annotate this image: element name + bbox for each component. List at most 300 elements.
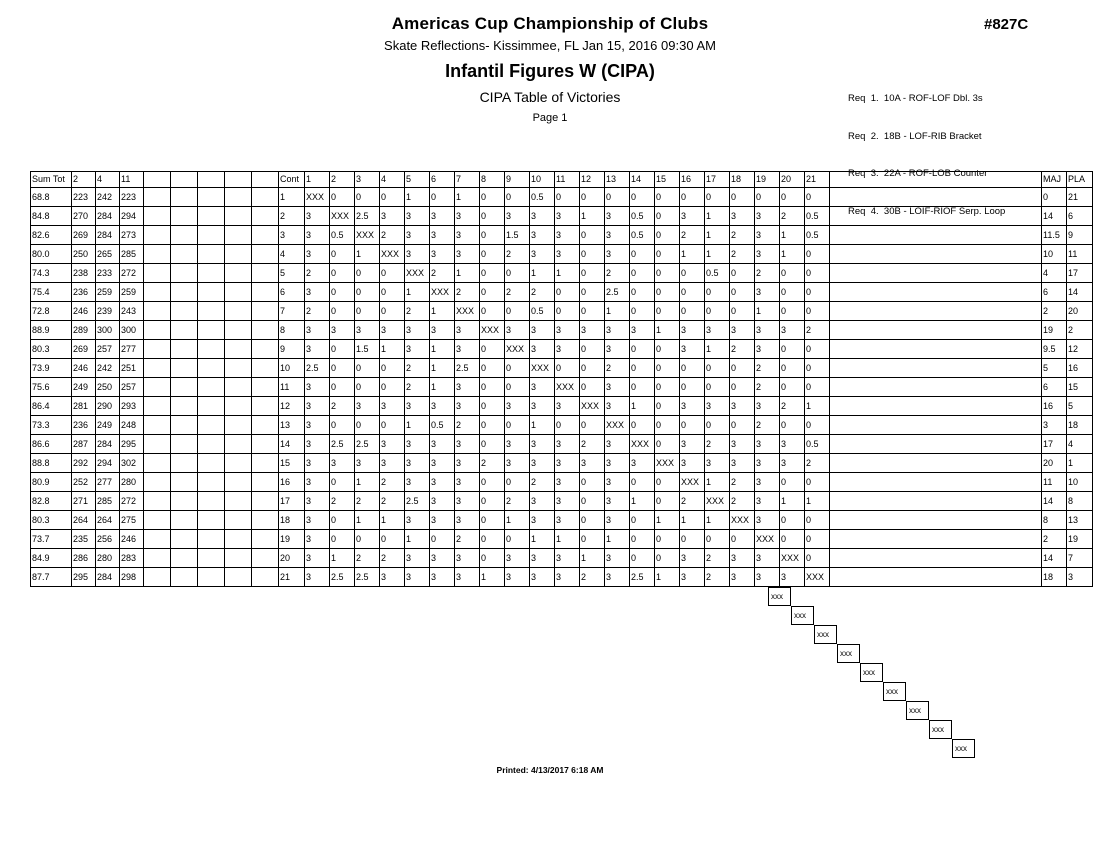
victory-cell: 1	[705, 473, 730, 492]
cont-cell: 19	[279, 530, 305, 549]
victory-cell: 0	[580, 530, 605, 549]
victory-cell: 3	[530, 549, 555, 568]
spacer-cell	[171, 264, 198, 283]
victory-cell: 0	[780, 188, 805, 207]
victory-cell: 0	[805, 549, 830, 568]
victory-cell: 3	[605, 207, 630, 226]
victory-cell: 3	[305, 245, 330, 264]
cont-cell: 11	[279, 378, 305, 397]
victory-cell: 3	[505, 435, 530, 454]
skater-row	[31, 511, 1093, 530]
victory-cell: 3	[605, 435, 630, 454]
self-cell: XXX	[530, 359, 555, 378]
victory-cell: 2.5	[455, 359, 480, 378]
victory-cell: 0	[680, 530, 705, 549]
victory-cell: 2	[455, 416, 480, 435]
victory-cell: 3	[555, 492, 580, 511]
spacer-cell	[198, 454, 225, 473]
victory-cell: 3	[330, 454, 355, 473]
maj-cell: 17	[1042, 435, 1067, 454]
victory-cell: 0	[480, 340, 505, 359]
skater-row	[31, 549, 1093, 568]
event-score-cell: 235	[72, 530, 96, 549]
maj-cell: 10	[1042, 245, 1067, 264]
victory-cell: 0	[655, 492, 680, 511]
victory-cell: 1	[755, 302, 780, 321]
victory-cell: 0	[505, 264, 530, 283]
victory-cell: 1	[580, 207, 605, 226]
maj-cell: 4	[1042, 264, 1067, 283]
maj-cell: 2	[1042, 530, 1067, 549]
victory-cell: 0	[630, 245, 655, 264]
victory-cell: 3	[455, 435, 480, 454]
victory-cell: 3	[755, 397, 780, 416]
victory-cell: 3	[455, 207, 480, 226]
victory-cell: 0	[480, 302, 505, 321]
sum-tot-cell: 80.3	[31, 340, 72, 359]
victory-cell: 3	[380, 397, 405, 416]
victory-cell: 0	[680, 302, 705, 321]
maj-cell: 11.5	[1042, 226, 1067, 245]
victory-cell: 3	[605, 511, 630, 530]
victory-cell: 3	[355, 454, 380, 473]
spacer-header	[225, 172, 252, 188]
sum-tot-cell: 82.6	[31, 226, 72, 245]
entry-code: #827C	[984, 16, 1029, 33]
skater-row	[31, 340, 1093, 359]
event-score-cell: 249	[96, 416, 120, 435]
victory-cell: 0.5	[805, 226, 830, 245]
victory-cell: 2	[755, 416, 780, 435]
event-score-cell: 259	[120, 283, 144, 302]
victory-cell: 3	[430, 549, 455, 568]
victory-cell: 0	[330, 416, 355, 435]
event-score-cell: 300	[120, 321, 144, 340]
victory-cell: 3	[780, 435, 805, 454]
contest-col-header: 5	[405, 172, 430, 188]
spacer-cell	[144, 416, 171, 435]
victory-cell: 0	[505, 416, 530, 435]
victory-cell: 0.5	[530, 302, 555, 321]
victory-cell: 2.5	[355, 435, 380, 454]
spacer-cell	[171, 530, 198, 549]
spacer-cell	[252, 226, 279, 245]
victory-cell: 0	[630, 416, 655, 435]
victory-cell: 3	[455, 454, 480, 473]
gap-cell	[830, 378, 1042, 397]
victory-cell: 1	[480, 568, 505, 587]
victory-cell: 0	[680, 264, 705, 283]
gap-cell	[830, 207, 1042, 226]
contest-col-header: 13	[605, 172, 630, 188]
gap-cell	[830, 397, 1042, 416]
spacer-cell	[144, 245, 171, 264]
gap-cell	[830, 321, 1042, 340]
victory-cell: 1	[330, 549, 355, 568]
victory-cell: 0	[630, 340, 655, 359]
spacer-cell	[144, 359, 171, 378]
victory-cell: 0	[430, 530, 455, 549]
victory-cell: 2	[305, 264, 330, 283]
spacer-cell	[225, 511, 252, 530]
event-col-header: 2	[72, 172, 96, 188]
victory-cell: 3	[555, 511, 580, 530]
event-score-cell: 272	[120, 264, 144, 283]
victory-cell: 0	[480, 435, 505, 454]
spacer-cell	[171, 435, 198, 454]
victory-cell: 0	[630, 283, 655, 302]
victory-cell: 0	[655, 340, 680, 359]
victory-cell: 3	[305, 530, 330, 549]
victory-cell: 3	[305, 568, 330, 587]
pla-cell: 1	[1067, 454, 1093, 473]
spacer-cell	[144, 568, 171, 587]
event-score-cell: 257	[96, 340, 120, 359]
spacer-cell	[198, 264, 225, 283]
event-score-cell: 239	[96, 302, 120, 321]
victory-cell: 0	[330, 264, 355, 283]
spacer-cell	[171, 188, 198, 207]
victory-cell: 2	[380, 226, 405, 245]
victory-cell: 0	[805, 359, 830, 378]
victory-cell: 1	[780, 226, 805, 245]
victory-cell: 0	[480, 378, 505, 397]
gap-cell	[830, 188, 1042, 207]
spacer-cell	[225, 321, 252, 340]
spacer-cell	[171, 321, 198, 340]
victory-cell: 1	[430, 340, 455, 359]
victory-cell: 2	[705, 549, 730, 568]
cont-cell: 12	[279, 397, 305, 416]
event-score-cell: 294	[96, 454, 120, 473]
victory-cell: 2	[380, 473, 405, 492]
victory-cell: 0	[805, 416, 830, 435]
event-score-cell: 269	[72, 226, 96, 245]
victory-cell: 0.5	[330, 226, 355, 245]
sum-tot-cell: 68.8	[31, 188, 72, 207]
victory-cell: 0	[805, 511, 830, 530]
victory-cell: 2	[730, 473, 755, 492]
venue-date-line: Skate Reflections- Kissimmee, FL Jan 15, 2016 09:30 AM	[384, 38, 716, 53]
spacer-cell	[198, 226, 225, 245]
victory-cell: 2.5	[355, 207, 380, 226]
spacer-cell	[198, 188, 225, 207]
spacer-cell	[144, 435, 171, 454]
victory-cell: 3	[505, 568, 530, 587]
victory-cell: 0	[780, 530, 805, 549]
spacer-cell	[252, 321, 279, 340]
spacer-cell	[252, 207, 279, 226]
self-cell-marker: xxx	[791, 606, 814, 625]
victory-cell: 0	[630, 264, 655, 283]
spacer-header	[171, 172, 198, 188]
spacer-cell	[144, 283, 171, 302]
victory-cell: 3	[430, 435, 455, 454]
spacer-cell	[252, 188, 279, 207]
victory-cell: 3	[555, 473, 580, 492]
victory-cell: 0	[655, 473, 680, 492]
event-score-cell: 246	[120, 530, 144, 549]
victory-cell: 3	[755, 207, 780, 226]
victory-cell: 3	[430, 454, 455, 473]
victory-cell: 0	[380, 264, 405, 283]
victory-cell: 3	[455, 321, 480, 340]
spacer-cell	[144, 302, 171, 321]
spacer-cell	[171, 302, 198, 321]
skater-row	[31, 302, 1093, 321]
spacer-cell	[225, 454, 252, 473]
victory-cell: 0	[480, 549, 505, 568]
spacer-cell	[252, 530, 279, 549]
victory-cell: 2	[530, 473, 555, 492]
spacer-cell	[171, 207, 198, 226]
maj-cell: 20	[1042, 454, 1067, 473]
spacer-cell	[225, 397, 252, 416]
event-score-cell: 233	[96, 264, 120, 283]
victory-cell: 3	[505, 454, 530, 473]
victory-cell: 2	[455, 530, 480, 549]
event-score-cell: 280	[120, 473, 144, 492]
maj-cell: 8	[1042, 511, 1067, 530]
event-score-cell: 264	[96, 511, 120, 530]
sum-tot-cell: 74.3	[31, 264, 72, 283]
sum-tot-cell: 80.9	[31, 473, 72, 492]
victory-cell: 0	[480, 473, 505, 492]
pla-cell: 5	[1067, 397, 1093, 416]
victory-cell: 1	[655, 511, 680, 530]
self-cell: XXX	[305, 188, 330, 207]
victory-cell: 0	[355, 264, 380, 283]
victory-cell: 2	[730, 340, 755, 359]
victory-cell: 1	[430, 378, 455, 397]
contest-col-header: 14	[630, 172, 655, 188]
event-score-cell: 280	[96, 549, 120, 568]
maj-cell: 2	[1042, 302, 1067, 321]
victory-cell: 3	[680, 454, 705, 473]
event-score-cell: 246	[72, 359, 96, 378]
sum-tot-cell: 80.3	[31, 511, 72, 530]
victory-cell: 3	[530, 378, 555, 397]
spacer-cell	[171, 568, 198, 587]
spacer-cell	[144, 207, 171, 226]
victory-cell: 1	[505, 511, 530, 530]
cont-cell: 20	[279, 549, 305, 568]
victory-cell: 3	[455, 492, 480, 511]
sum-tot-cell: 75.4	[31, 283, 72, 302]
victory-cell: 0	[555, 283, 580, 302]
victory-cell: 3	[330, 321, 355, 340]
self-cell-marker: xxx	[768, 587, 791, 606]
event-score-cell: 290	[96, 397, 120, 416]
spacer-cell	[252, 492, 279, 511]
victory-cell: 0	[330, 302, 355, 321]
maj-cell: 14	[1042, 207, 1067, 226]
victory-cell: 0	[655, 188, 680, 207]
victory-cell: 3	[430, 207, 455, 226]
victory-cell: 1	[380, 340, 405, 359]
maj-cell: 18	[1042, 568, 1067, 587]
championship-title: Americas Cup Championship of Clubs	[391, 14, 709, 33]
event-score-cell: 281	[72, 397, 96, 416]
contest-col-header: 19	[755, 172, 780, 188]
victory-cell: 0	[330, 378, 355, 397]
victory-cell: 3	[780, 568, 805, 587]
victory-cell: 0	[655, 226, 680, 245]
event-col-header: 11	[120, 172, 144, 188]
victory-cell: 0	[330, 188, 355, 207]
requirement-line: Req 1. 10A - ROF-LOF Dbl. 3s	[848, 93, 983, 104]
skater-row	[31, 321, 1093, 340]
victory-cell: 3	[555, 321, 580, 340]
requirement-line: Req 3. 22A - ROF-LOB Counter	[848, 168, 988, 179]
victory-cell: 0	[705, 359, 730, 378]
victory-cell: 0	[630, 511, 655, 530]
event-score-cell: 302	[120, 454, 144, 473]
sum-tot-cell: 73.7	[31, 530, 72, 549]
contest-col-header: 2	[330, 172, 355, 188]
victory-cell: 2.5	[305, 359, 330, 378]
victory-cell: 2.5	[405, 492, 430, 511]
spacer-cell	[144, 511, 171, 530]
victory-cell: 0	[655, 435, 680, 454]
victory-cell: 3	[530, 340, 555, 359]
cont-cell: 1	[279, 188, 305, 207]
victory-cell: 0	[480, 226, 505, 245]
self-cell: XXX	[755, 530, 780, 549]
spacer-cell	[198, 359, 225, 378]
gap-cell	[830, 454, 1042, 473]
cont-cell: 18	[279, 511, 305, 530]
victory-cell: 3	[405, 397, 430, 416]
victory-cell: 0	[355, 530, 380, 549]
victory-cell: 3	[730, 435, 755, 454]
sum-tot-cell: 82.8	[31, 492, 72, 511]
spacer-cell	[144, 264, 171, 283]
cont-cell: 14	[279, 435, 305, 454]
victory-cell: 3	[305, 321, 330, 340]
victory-cell: 2	[755, 378, 780, 397]
sum-tot-cell: 84.8	[31, 207, 72, 226]
victory-cell: 2.5	[355, 568, 380, 587]
victory-cell: 3	[555, 245, 580, 264]
pla-cell: 20	[1067, 302, 1093, 321]
victory-cell: 3	[505, 207, 530, 226]
victory-cell: 0	[730, 188, 755, 207]
victory-cell: 0	[480, 264, 505, 283]
victory-cell: 0	[580, 340, 605, 359]
victory-cell: 3	[305, 473, 330, 492]
spacer-cell	[252, 435, 279, 454]
victory-cell: 3	[530, 511, 555, 530]
victory-cell: 1	[580, 549, 605, 568]
pla-cell: 17	[1067, 264, 1093, 283]
gap-cell	[830, 568, 1042, 587]
spacer-cell	[198, 378, 225, 397]
victory-cell: 3	[305, 435, 330, 454]
victory-cell: 3	[405, 454, 430, 473]
victory-cell: 2	[730, 226, 755, 245]
event-title: Infantil Figures W (CIPA)	[445, 61, 655, 81]
spacer-cell	[225, 340, 252, 359]
victory-cell: 3	[780, 321, 805, 340]
victory-cell: 3	[505, 397, 530, 416]
victory-cell: 3	[680, 207, 705, 226]
victory-cell: 1	[605, 530, 630, 549]
victory-cell: 2	[705, 435, 730, 454]
victory-cell: 2	[430, 264, 455, 283]
self-cell-marker: xxx	[952, 739, 975, 758]
victory-cell: 3	[755, 321, 780, 340]
victory-cell: 0	[655, 283, 680, 302]
victory-cell: 3	[580, 454, 605, 473]
victory-cell: 3	[455, 378, 480, 397]
victory-cell: 3	[630, 454, 655, 473]
victory-cell: 3	[605, 378, 630, 397]
spacer-cell	[225, 473, 252, 492]
victory-cell: 0	[355, 416, 380, 435]
victory-cell: 0	[655, 397, 680, 416]
contest-col-header: 10	[530, 172, 555, 188]
spacer-cell	[144, 492, 171, 511]
self-cell: XXX	[805, 568, 830, 587]
victory-cell: 2	[755, 359, 780, 378]
victory-cell: 2	[755, 264, 780, 283]
spacer-cell	[171, 245, 198, 264]
victory-cell: 3	[305, 416, 330, 435]
victory-cell: 1	[705, 207, 730, 226]
victory-cell: 3	[305, 511, 330, 530]
sum-tot-cell: 88.8	[31, 454, 72, 473]
sum-tot-header: Sum Tot	[31, 172, 72, 188]
cont-cell: 13	[279, 416, 305, 435]
victory-cell: 0.5	[530, 188, 555, 207]
victory-cell: 3	[430, 397, 455, 416]
self-cell: XXX	[455, 302, 480, 321]
victory-cell: 2	[355, 549, 380, 568]
self-cell: XXX	[505, 340, 530, 359]
victory-cell: 0	[730, 378, 755, 397]
contest-col-header: 11	[555, 172, 580, 188]
victory-cell: 0	[655, 359, 680, 378]
skater-row	[31, 188, 1093, 207]
skater-row	[31, 264, 1093, 283]
victory-cell: 3	[755, 435, 780, 454]
victory-cell: 0	[780, 416, 805, 435]
victory-cell: 3	[405, 340, 430, 359]
victory-cell: 2	[405, 302, 430, 321]
sum-tot-cell: 73.9	[31, 359, 72, 378]
maj-cell: 5	[1042, 359, 1067, 378]
victory-cell: 0	[655, 549, 680, 568]
victory-cell: 0.5	[805, 207, 830, 226]
victory-cell: 0	[630, 549, 655, 568]
cont-header: Cont	[279, 172, 305, 188]
event-score-cell: 264	[72, 511, 96, 530]
victory-cell: 0	[480, 397, 505, 416]
spacer-cell	[144, 530, 171, 549]
event-score-cell: 257	[120, 378, 144, 397]
self-cell-marker: xxx	[929, 720, 952, 739]
victory-cell: 0	[580, 473, 605, 492]
victory-cell: 3	[755, 473, 780, 492]
victory-cell: 3	[530, 435, 555, 454]
sum-tot-cell: 86.4	[31, 397, 72, 416]
victory-cell: 3	[355, 397, 380, 416]
victory-cell: 1	[655, 568, 680, 587]
pla-cell: 12	[1067, 340, 1093, 359]
spacer-cell	[198, 530, 225, 549]
sum-tot-cell: 87.7	[31, 568, 72, 587]
